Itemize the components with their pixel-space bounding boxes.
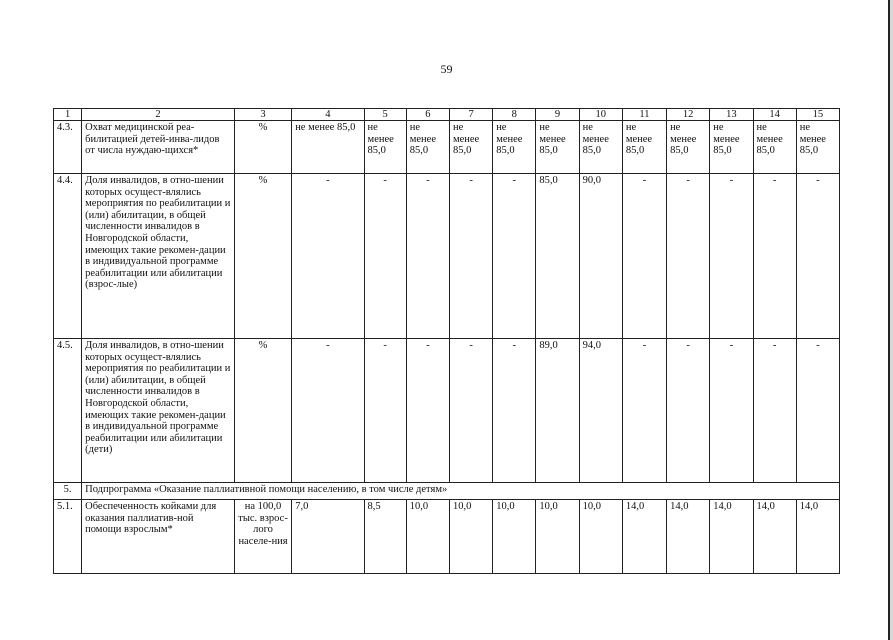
value-cell: - — [364, 174, 406, 339]
table-row — [54, 174, 840, 339]
value-cell: 90,0 — [579, 174, 622, 339]
unit-cell: на 100,0 тыс. взрос-лого населе-ния — [234, 500, 291, 574]
table-row — [54, 500, 840, 574]
value-cell: 10,0 — [536, 500, 579, 574]
value-cell: - — [406, 339, 449, 483]
column-header: 1 — [54, 109, 82, 121]
value-cell: 8,5 — [364, 500, 406, 574]
column-header: 7 — [449, 109, 492, 121]
column-header: 9 — [536, 109, 579, 121]
row-number: 4.3. — [54, 121, 82, 174]
value-cell: - — [753, 174, 796, 339]
column-header: 4 — [292, 109, 364, 121]
value-cell: - — [292, 174, 364, 339]
value-cell: не менее 85,0 — [536, 121, 579, 174]
value-cell: - — [449, 174, 492, 339]
column-header: 3 — [234, 109, 291, 121]
value-cell: - — [710, 339, 753, 483]
value-cell: 85,0 — [536, 174, 579, 339]
value-cell: 10,0 — [449, 500, 492, 574]
value-cell: не менее 85,0 — [753, 121, 796, 174]
value-cell: - — [667, 174, 710, 339]
table-row — [54, 339, 840, 483]
table-row — [54, 121, 840, 174]
indicator-name: Обеспеченность койками для оказания паллиатив-ной помощи взрослым* — [82, 500, 235, 574]
value-cell: 94,0 — [579, 339, 622, 483]
column-header: 10 — [579, 109, 622, 121]
indicator-name: Доля инвалидов, в отно-шении которых осущест-влялись мероприятия по реабилитации и (или) абилитации, в общей численности инвалидов в Новгородской области, имеющих такие рекомен-дации в индивидуальной программе реабилитации или абилитации (взрос-лые) — [82, 174, 235, 339]
value-cell: не менее 85,0 — [579, 121, 622, 174]
value-cell: - — [622, 339, 666, 483]
value-cell: - — [493, 174, 536, 339]
value-cell: - — [622, 174, 666, 339]
value-cell: 10,0 — [579, 500, 622, 574]
value-cell: - — [406, 174, 449, 339]
value-cell: 14,0 — [710, 500, 753, 574]
value-cell: - — [667, 339, 710, 483]
column-header: 13 — [710, 109, 753, 121]
value-cell: - — [710, 174, 753, 339]
value-cell: не менее 85,0 — [796, 121, 839, 174]
value-cell: не менее 85,0 — [667, 121, 710, 174]
value-cell: - — [449, 339, 492, 483]
column-header: 5 — [364, 109, 406, 121]
value-cell: 14,0 — [667, 500, 710, 574]
indicator-name: Охват медицинской реа-билитацией детей-инва-лидов от числа нуждаю-щихся* — [82, 121, 235, 174]
indicator-name: Доля инвалидов, в отно-шении которых осущест-влялись мероприятия по реабилитации и (или) абилитации, в общей численности инвалидов в Новгородской области, имеющих такие рекомен-дации в индивидуальной программе реабилитации или абилитации (дети) — [82, 339, 235, 483]
column-header: 14 — [753, 109, 796, 121]
page-number: 59 — [440, 62, 453, 76]
value-cell: - — [493, 339, 536, 483]
row-number: 4.5. — [54, 339, 82, 483]
value-cell: не менее 85,0 — [364, 121, 406, 174]
row-number: 4.4. — [54, 174, 82, 339]
value-cell: - — [753, 339, 796, 483]
value-cell: 14,0 — [622, 500, 666, 574]
value-cell: не менее 85,0 — [710, 121, 753, 174]
subprogram-title: Подпрограмма «Оказание паллиативной помощи населению, в том числе детям» — [82, 483, 840, 500]
scan-edge — [888, 0, 893, 640]
column-header: 12 — [667, 109, 710, 121]
row-number: 5. — [54, 483, 82, 500]
value-cell: 10,0 — [406, 500, 449, 574]
value-cell: не менее 85,0 — [406, 121, 449, 174]
value-cell: 7,0 — [292, 500, 364, 574]
column-header: 11 — [622, 109, 666, 121]
value-cell: 14,0 — [753, 500, 796, 574]
value-cell: не менее 85,0 — [449, 121, 492, 174]
value-cell: 89,0 — [536, 339, 579, 483]
unit-cell: % — [234, 339, 291, 483]
column-header: 2 — [82, 109, 235, 121]
value-cell: - — [292, 339, 364, 483]
column-number-row — [54, 109, 840, 121]
indicators-table — [53, 108, 840, 574]
value-cell: 14,0 — [796, 500, 839, 574]
subprogram-row — [54, 483, 840, 500]
row-number: 5.1. — [54, 500, 82, 574]
column-header: 6 — [406, 109, 449, 121]
value-cell: - — [796, 339, 839, 483]
value-cell: 10,0 — [493, 500, 536, 574]
value-cell: не менее 85,0 — [493, 121, 536, 174]
value-cell: - — [364, 339, 406, 483]
column-header: 15 — [796, 109, 839, 121]
value-cell: не менее 85,0 — [622, 121, 666, 174]
column-header: 8 — [493, 109, 536, 121]
value-cell: не менее 85,0 — [292, 121, 364, 174]
unit-cell: % — [234, 174, 291, 339]
value-cell: - — [796, 174, 839, 339]
unit-cell: % — [234, 121, 291, 174]
